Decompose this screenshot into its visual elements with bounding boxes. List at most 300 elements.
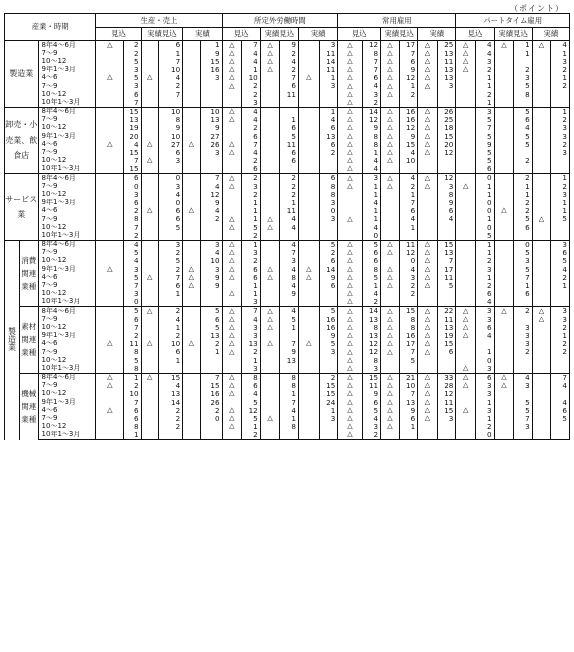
subheader-2-2: 実績	[418, 28, 456, 41]
value-cell: 3	[200, 148, 222, 156]
negative-sign	[260, 107, 280, 116]
industry-label: 卸売・小売業、飲食店	[5, 107, 39, 174]
period-label: 7～9	[38, 281, 96, 289]
negative-sign	[456, 207, 476, 215]
period-label: 10～12	[38, 90, 96, 98]
negative-sign	[456, 98, 476, 107]
negative-sign	[532, 231, 551, 240]
value-cell: 8	[514, 90, 533, 98]
value-cell: 1	[280, 414, 299, 422]
negative-sign	[96, 98, 124, 107]
negative-sign	[456, 116, 476, 124]
value-cell: 5	[514, 265, 533, 273]
negative-sign: △	[418, 140, 438, 148]
table-row	[5, 107, 570, 116]
value-cell: 7	[476, 124, 495, 132]
negative-sign: △	[222, 148, 242, 156]
value-cell: 7	[200, 373, 222, 382]
value-cell: 3	[242, 182, 261, 190]
negative-sign: △	[338, 406, 362, 414]
negative-sign: △	[381, 140, 400, 148]
negative-sign	[183, 57, 200, 65]
negative-sign	[532, 373, 551, 382]
negative-sign	[183, 364, 200, 373]
value-cell: 3	[158, 240, 182, 249]
value-cell	[551, 364, 570, 373]
value-cell: 6	[242, 382, 261, 390]
unit-label: （ポイント）	[510, 4, 564, 13]
value-cell: 11	[437, 398, 456, 406]
negative-sign: △	[494, 382, 514, 390]
value-cell: 4	[124, 240, 141, 249]
negative-sign	[141, 423, 158, 431]
value-cell: 2	[242, 348, 261, 356]
value-cell: 4	[319, 116, 338, 124]
negative-sign	[141, 348, 158, 356]
value-cell: 9	[200, 49, 222, 57]
value-cell: 4	[437, 215, 456, 223]
negative-sign: △	[222, 116, 242, 124]
value-cell: 1	[242, 66, 261, 74]
negative-sign	[418, 431, 438, 440]
negative-sign	[338, 199, 362, 207]
value-cell: 15	[437, 240, 456, 249]
negative-sign	[532, 140, 551, 148]
period-label: 8年4～6月	[38, 240, 96, 249]
value-cell: 1	[551, 174, 570, 183]
negative-sign	[494, 190, 514, 198]
value-cell: 2	[551, 182, 570, 190]
negative-sign	[456, 124, 476, 132]
period-label: 10～12	[38, 57, 96, 65]
value-cell	[551, 356, 570, 364]
negative-sign: △	[96, 382, 124, 390]
negative-sign	[532, 223, 551, 231]
negative-sign	[532, 107, 551, 116]
value-cell: 4	[399, 174, 418, 183]
negative-sign: △	[298, 273, 319, 281]
negative-sign	[298, 298, 319, 307]
value-cell	[200, 98, 222, 107]
value-cell: 3	[476, 406, 495, 414]
negative-sign: △	[298, 74, 319, 82]
negative-sign	[532, 132, 551, 140]
value-cell	[514, 57, 533, 65]
value-cell: 22	[437, 307, 456, 316]
negative-sign	[183, 257, 200, 265]
negative-sign: △	[381, 340, 400, 348]
value-cell: 2	[551, 340, 570, 348]
negative-sign: △	[183, 207, 200, 215]
value-cell: 4	[242, 107, 261, 116]
negative-sign	[183, 199, 200, 207]
negative-sign	[532, 406, 551, 414]
value-cell: 6	[551, 249, 570, 257]
negative-sign	[298, 82, 319, 90]
negative-sign: △	[381, 74, 400, 82]
negative-sign	[222, 356, 242, 364]
negative-sign: △	[338, 215, 362, 223]
period-label: 7～9	[38, 215, 96, 223]
value-cell	[551, 90, 570, 98]
value-cell: 1	[158, 323, 182, 331]
value-cell: 3	[242, 323, 261, 331]
negative-sign: △	[338, 364, 362, 373]
negative-sign	[141, 231, 158, 240]
value-cell: 5	[362, 273, 381, 281]
table-body	[5, 41, 570, 440]
value-cell: 11	[437, 315, 456, 323]
negative-sign	[96, 207, 124, 215]
value-cell: 12	[362, 340, 381, 348]
negative-sign	[456, 340, 476, 348]
negative-sign	[183, 49, 200, 57]
value-cell: 3	[437, 182, 456, 190]
table-row	[5, 157, 570, 165]
negative-sign	[260, 364, 280, 373]
value-cell	[280, 431, 299, 440]
value-cell: 3	[362, 423, 381, 431]
period-label: 7～9	[38, 249, 96, 257]
negative-sign	[96, 199, 124, 207]
negative-sign	[456, 356, 476, 364]
negative-sign: △	[418, 107, 438, 116]
value-cell: 5	[124, 307, 141, 316]
value-cell: 2	[476, 66, 495, 74]
negative-sign: △	[381, 148, 400, 156]
value-cell: 15	[362, 373, 381, 382]
value-cell: 7	[437, 257, 456, 265]
negative-sign	[456, 398, 476, 406]
value-cell: 1	[399, 82, 418, 90]
value-cell: 7	[200, 174, 222, 183]
value-cell	[280, 165, 299, 174]
table-row	[5, 281, 570, 289]
negative-sign	[298, 215, 319, 223]
value-cell: 1	[399, 190, 418, 198]
value-cell: 3	[158, 182, 182, 190]
period-label: 10～12	[38, 423, 96, 431]
negative-sign: △	[260, 66, 280, 74]
value-cell: 1	[362, 148, 381, 156]
negative-sign	[96, 249, 124, 257]
value-cell: 6	[319, 257, 338, 265]
negative-sign	[298, 332, 319, 340]
period-label: 10～12	[38, 124, 96, 132]
period-label: 7～9	[38, 49, 96, 57]
value-cell: 13	[280, 356, 299, 364]
value-cell: 3	[476, 107, 495, 116]
negative-sign	[532, 148, 551, 156]
negative-sign: △	[338, 373, 362, 382]
value-cell: 2	[124, 382, 141, 390]
value-cell: 8	[158, 116, 182, 124]
value-cell: 5	[319, 240, 338, 249]
negative-sign: △	[338, 398, 362, 406]
negative-sign	[494, 57, 514, 65]
negative-sign	[183, 148, 200, 156]
survey-table	[4, 13, 570, 440]
negative-sign: △	[381, 249, 400, 257]
negative-sign	[141, 116, 158, 124]
value-cell: 1	[476, 249, 495, 257]
value-cell	[319, 90, 338, 98]
value-cell: 4	[158, 190, 182, 198]
value-cell: 13	[437, 323, 456, 331]
value-cell: 0	[514, 240, 533, 249]
negative-sign	[494, 431, 514, 440]
value-cell	[551, 290, 570, 298]
value-cell	[551, 98, 570, 107]
value-cell: 15	[124, 148, 141, 156]
value-cell: 13	[362, 315, 381, 323]
negative-sign	[418, 215, 438, 223]
negative-sign: △	[456, 315, 476, 323]
value-cell: 6	[280, 148, 299, 156]
value-cell: 16	[200, 66, 222, 74]
negative-sign	[494, 132, 514, 140]
negative-sign: △	[222, 307, 242, 316]
negative-sign: △	[222, 223, 242, 231]
negative-sign	[494, 356, 514, 364]
value-cell: 1	[551, 199, 570, 207]
negative-sign: △	[456, 332, 476, 340]
negative-sign	[141, 107, 158, 116]
value-cell: 2	[242, 82, 261, 90]
negative-sign: △	[381, 323, 400, 331]
value-cell: 5	[200, 323, 222, 331]
negative-sign: △	[222, 107, 242, 116]
negative-sign	[532, 66, 551, 74]
value-cell: 1	[158, 356, 182, 364]
negative-sign	[418, 165, 438, 174]
value-cell: 2	[551, 323, 570, 331]
value-cell: 8	[437, 190, 456, 198]
negative-sign	[456, 273, 476, 281]
value-cell: 2	[124, 49, 141, 57]
negative-sign	[298, 307, 319, 316]
value-cell: 3	[514, 323, 533, 331]
value-cell: 2	[551, 140, 570, 148]
negative-sign	[183, 298, 200, 307]
period-label: 7～9	[38, 382, 96, 390]
period-label: 10年1～3月	[38, 364, 96, 373]
negative-sign	[183, 66, 200, 74]
value-cell: 3	[551, 315, 570, 323]
negative-sign	[456, 298, 476, 307]
value-cell: 3	[551, 307, 570, 316]
value-cell: 16	[319, 315, 338, 323]
value-cell: 0	[476, 223, 495, 231]
value-cell: 3	[514, 423, 533, 431]
value-cell: 5	[242, 398, 261, 406]
value-cell: 16	[200, 390, 222, 398]
value-cell	[437, 290, 456, 298]
value-cell: 3	[242, 332, 261, 340]
value-cell: 2	[242, 231, 261, 240]
period-label: 10年1～3月	[38, 231, 96, 240]
value-cell	[399, 298, 418, 307]
value-cell: 33	[437, 373, 456, 382]
negative-sign	[298, 165, 319, 174]
value-cell: 4	[362, 199, 381, 207]
negative-sign: △	[532, 215, 551, 223]
negative-sign	[532, 199, 551, 207]
negative-sign	[298, 257, 319, 265]
negative-sign	[494, 390, 514, 398]
negative-sign: △	[338, 66, 362, 74]
value-cell: 1	[362, 281, 381, 289]
negative-sign	[532, 265, 551, 273]
negative-sign	[532, 182, 551, 190]
value-cell: 6	[319, 140, 338, 148]
table-row	[5, 249, 570, 257]
negative-sign	[381, 290, 400, 298]
value-cell: 2	[158, 332, 182, 340]
value-cell: 4	[280, 223, 299, 231]
period-label: 7～9	[38, 116, 96, 124]
value-cell: 5	[476, 148, 495, 156]
value-cell: 7	[514, 414, 533, 422]
value-cell: 13	[437, 249, 456, 257]
value-cell: 11	[280, 140, 299, 148]
value-cell	[514, 356, 533, 364]
negative-sign: △	[456, 307, 476, 316]
table-row	[5, 182, 570, 190]
value-cell	[280, 107, 299, 116]
negative-sign	[456, 257, 476, 265]
negative-sign	[96, 190, 124, 198]
negative-sign	[183, 406, 200, 414]
value-cell: 2	[514, 157, 533, 165]
negative-sign	[260, 406, 280, 414]
negative-sign: △	[260, 323, 280, 331]
table-row	[5, 148, 570, 156]
negative-sign	[260, 398, 280, 406]
value-cell: 7	[124, 157, 141, 165]
negative-sign	[494, 182, 514, 190]
value-cell: 5	[514, 249, 533, 257]
value-cell: 7	[399, 49, 418, 57]
negative-sign: △	[96, 74, 124, 82]
negative-sign: △	[381, 174, 400, 183]
negative-sign: △	[260, 340, 280, 348]
value-cell	[399, 231, 418, 240]
value-cell: 9	[399, 132, 418, 140]
value-cell: 4	[242, 57, 261, 65]
table-row	[5, 207, 570, 215]
value-cell: 15	[124, 165, 141, 174]
negative-sign: △	[141, 207, 158, 215]
negative-sign	[260, 356, 280, 364]
value-cell: 2	[476, 423, 495, 431]
negative-sign: △	[418, 74, 438, 82]
negative-sign: △	[456, 182, 476, 190]
value-cell	[319, 298, 338, 307]
value-cell: 2	[158, 265, 182, 273]
table-row	[5, 41, 570, 50]
table-row	[5, 223, 570, 231]
table-row	[5, 298, 570, 307]
value-cell: 4	[124, 257, 141, 265]
value-cell: 17	[399, 41, 418, 50]
value-cell: 6	[158, 215, 182, 223]
negative-sign	[298, 406, 319, 414]
negative-sign	[183, 41, 200, 50]
negative-sign: △	[381, 57, 400, 65]
value-cell: 12	[399, 124, 418, 132]
value-cell: 7	[242, 140, 261, 148]
period-label: 8年4～6月	[38, 307, 96, 316]
negative-sign: △	[338, 323, 362, 331]
period-label: 10年1～3月	[38, 98, 96, 107]
negative-sign	[338, 231, 362, 240]
period-label: 10年1～3月	[38, 298, 96, 307]
negative-sign	[338, 223, 362, 231]
negative-sign: △	[532, 307, 551, 316]
negative-sign	[183, 307, 200, 316]
negative-sign: △	[532, 41, 551, 50]
value-cell: 4	[476, 41, 495, 50]
value-cell: 2	[399, 90, 418, 98]
value-cell: 1	[242, 207, 261, 215]
value-cell: 13	[437, 49, 456, 57]
negative-sign	[532, 364, 551, 373]
value-cell: 4	[362, 414, 381, 422]
value-cell: 5	[551, 257, 570, 265]
negative-sign: △	[222, 249, 242, 257]
negative-sign	[494, 231, 514, 240]
negative-sign	[494, 281, 514, 289]
value-cell: 6	[476, 373, 495, 382]
value-cell: 5	[319, 307, 338, 316]
value-cell: 13	[362, 332, 381, 340]
negative-sign	[418, 298, 438, 307]
value-cell: 4	[514, 124, 533, 132]
negative-sign	[298, 90, 319, 98]
negative-sign	[532, 124, 551, 132]
value-cell	[551, 165, 570, 174]
value-cell: 13	[158, 390, 182, 398]
value-cell: 1	[551, 332, 570, 340]
negative-sign	[183, 315, 200, 323]
value-cell: 12	[362, 41, 381, 50]
negative-sign	[96, 148, 124, 156]
table-row	[5, 307, 570, 316]
value-cell: 20	[437, 140, 456, 148]
value-cell: 15	[319, 390, 338, 398]
value-cell: 15	[124, 107, 141, 116]
value-cell	[200, 223, 222, 231]
value-cell: 3	[551, 132, 570, 140]
negative-sign	[418, 231, 438, 240]
negative-sign: △	[418, 307, 438, 316]
header-group-3: パートタイム雇用	[456, 14, 570, 28]
value-cell: 28	[437, 382, 456, 390]
value-cell: 2	[280, 190, 299, 198]
negative-sign	[532, 323, 551, 331]
negative-sign	[456, 223, 476, 231]
value-cell: 2	[514, 174, 533, 183]
negative-sign	[141, 356, 158, 364]
negative-sign	[298, 231, 319, 240]
value-cell: 9	[437, 199, 456, 207]
negative-sign	[141, 431, 158, 440]
negative-sign	[183, 231, 200, 240]
negative-sign	[141, 190, 158, 198]
value-cell: 2	[242, 190, 261, 198]
value-cell: 13	[437, 74, 456, 82]
